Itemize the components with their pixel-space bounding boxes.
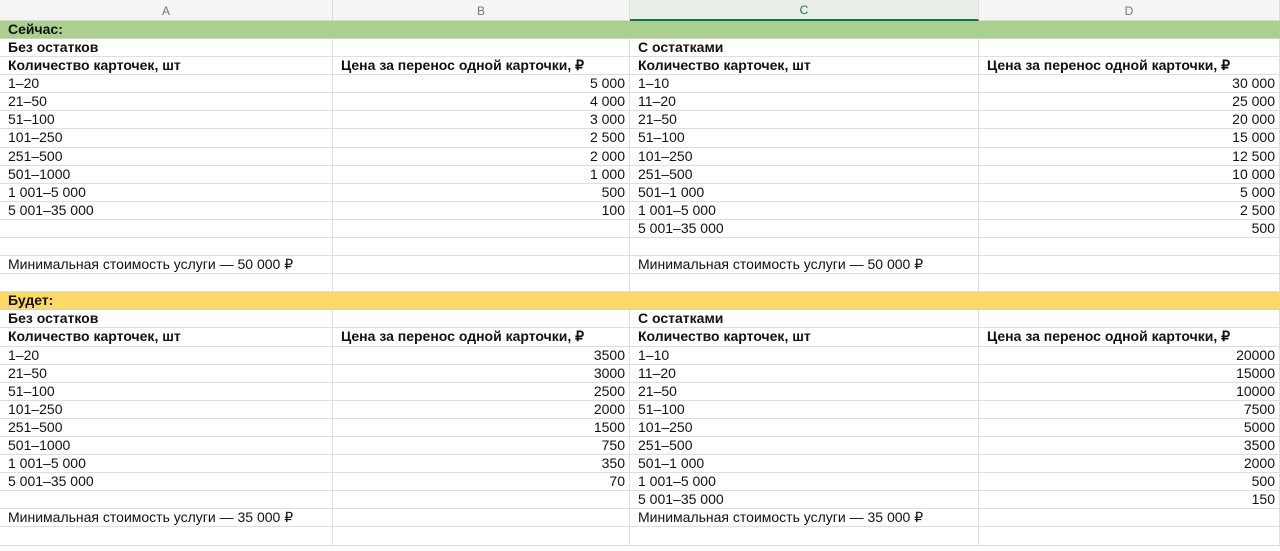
empty-cell[interactable]: [0, 527, 333, 544]
price-cell[interactable]: 7500: [979, 401, 1280, 418]
empty-cell[interactable]: [979, 527, 1280, 544]
price-cell[interactable]: [333, 491, 630, 508]
table-row: [0, 166, 1280, 184]
table-row: [0, 184, 1280, 202]
empty-cell[interactable]: [630, 238, 979, 255]
qty-cell[interactable]: 501–1000: [0, 166, 333, 183]
qty-cell[interactable]: 1 001–5 000: [630, 473, 979, 490]
column-header-d[interactable]: D: [979, 0, 1280, 21]
price-column-header[interactable]: Цена за перенос одной карточки, ₽: [979, 57, 1280, 74]
table-row: [0, 419, 1280, 437]
price-cell[interactable]: 15000: [979, 365, 1280, 382]
empty-cell[interactable]: [979, 310, 1280, 327]
qty-cell[interactable]: 21–50: [0, 365, 333, 382]
price-cell[interactable]: 25 000: [979, 93, 1280, 110]
price-cell[interactable]: 500: [333, 184, 630, 201]
qty-cell[interactable]: 51–100: [0, 383, 333, 400]
qty-cell[interactable]: [0, 220, 333, 237]
price-cell[interactable]: 70: [333, 473, 630, 490]
qty-cell[interactable]: 21–50: [630, 111, 979, 128]
qty-cell[interactable]: 251–500: [0, 419, 333, 436]
price-cell[interactable]: 2000: [333, 401, 630, 418]
qty-cell[interactable]: 101–250: [630, 148, 979, 165]
price-cell[interactable]: [333, 220, 630, 237]
empty-cell[interactable]: [630, 274, 979, 291]
qty-column-header[interactable]: Количество карточек, шт: [630, 57, 979, 74]
table-row: [0, 347, 1280, 365]
table-row: [0, 111, 1280, 129]
qty-cell[interactable]: 5 001–35 000: [0, 202, 333, 219]
empty-cell[interactable]: [333, 509, 630, 526]
price-cell[interactable]: 1 000: [333, 166, 630, 183]
qty-column-header[interactable]: Количество карточек, шт: [0, 328, 333, 345]
empty-cell[interactable]: [979, 274, 1280, 291]
qty-cell[interactable]: 101–250: [0, 401, 333, 418]
qty-cell[interactable]: 1 001–5 000: [0, 455, 333, 472]
qty-cell[interactable]: 101–250: [630, 419, 979, 436]
price-cell[interactable]: 3000: [333, 365, 630, 382]
price-cell[interactable]: 100: [333, 202, 630, 219]
table-title-row: [0, 39, 1280, 57]
now-section-banner[interactable]: Сейчас:: [0, 21, 1280, 39]
table-row: [0, 491, 1280, 509]
qty-cell[interactable]: 1 001–5 000: [630, 202, 979, 219]
price-cell[interactable]: 750: [333, 437, 630, 454]
price-cell[interactable]: 5 000: [333, 75, 630, 92]
qty-cell[interactable]: 501–1 000: [630, 455, 979, 472]
min-cost-row: [0, 509, 1280, 527]
price-column-header[interactable]: Цена за перенос одной карточки, ₽: [979, 328, 1280, 345]
price-cell[interactable]: 3 000: [333, 111, 630, 128]
price-cell[interactable]: 150: [979, 491, 1280, 508]
table-row: [0, 93, 1280, 111]
table-row: [0, 437, 1280, 455]
price-cell[interactable]: 3500: [333, 347, 630, 364]
empty-cell[interactable]: [0, 238, 333, 255]
empty-cell[interactable]: [979, 238, 1280, 255]
qty-cell[interactable]: 5 001–35 000: [0, 473, 333, 490]
empty-cell[interactable]: [333, 310, 630, 327]
qty-cell[interactable]: 51–100: [630, 129, 979, 146]
price-cell[interactable]: 30 000: [979, 75, 1280, 92]
price-cell[interactable]: 4 000: [333, 93, 630, 110]
column-header-b[interactable]: B: [333, 0, 630, 21]
price-cell[interactable]: 1500: [333, 419, 630, 436]
table-row: [0, 383, 1280, 401]
price-cell[interactable]: 10000: [979, 383, 1280, 400]
table-title-row: [0, 310, 1280, 328]
left-table-title[interactable]: Без остатков: [0, 310, 333, 327]
grid-body: [0, 21, 1280, 546]
qty-cell[interactable]: 11–20: [630, 93, 979, 110]
empty-cell[interactable]: [979, 256, 1280, 273]
price-cell[interactable]: 2 500: [333, 129, 630, 146]
qty-cell[interactable]: 251–500: [630, 437, 979, 454]
price-column-header[interactable]: Цена за перенос одной карточки, ₽: [333, 57, 630, 74]
qty-cell[interactable]: 5 001–35 000: [630, 491, 979, 508]
price-cell[interactable]: 20 000: [979, 111, 1280, 128]
right-table-title[interactable]: С остатками: [630, 39, 979, 56]
qty-cell[interactable]: 1–20: [0, 347, 333, 364]
price-cell[interactable]: 2000: [979, 455, 1280, 472]
price-cell[interactable]: 10 000: [979, 166, 1280, 183]
column-header-row: [0, 0, 1280, 21]
table-row: [0, 129, 1280, 147]
qty-cell[interactable]: 251–500: [630, 166, 979, 183]
price-cell[interactable]: 20000: [979, 347, 1280, 364]
empty-cell[interactable]: [333, 39, 630, 56]
qty-cell[interactable]: 101–250: [0, 129, 333, 146]
min-cost-left[interactable]: Минимальная стоимость услуги — 50 000 ₽: [0, 256, 333, 273]
qty-cell[interactable]: 11–20: [630, 365, 979, 382]
empty-row: [0, 527, 1280, 545]
price-cell[interactable]: 3500: [979, 437, 1280, 454]
empty-cell[interactable]: [333, 256, 630, 273]
empty-row: [0, 238, 1280, 256]
price-cell[interactable]: 5000: [979, 419, 1280, 436]
left-table-title[interactable]: Без остатков: [0, 39, 333, 56]
table-row: [0, 455, 1280, 473]
qty-cell[interactable]: 251–500: [0, 148, 333, 165]
qty-column-header[interactable]: Количество карточек, шт: [630, 328, 979, 345]
table-header-row: [0, 328, 1280, 346]
qty-cell[interactable]: [0, 491, 333, 508]
empty-cell[interactable]: [0, 274, 333, 291]
price-cell[interactable]: 12 500: [979, 148, 1280, 165]
table-row: [0, 401, 1280, 419]
price-cell[interactable]: 2 000: [333, 148, 630, 165]
qty-cell[interactable]: 1–20: [0, 75, 333, 92]
empty-row: [0, 274, 1280, 292]
min-cost-left[interactable]: Минимальная стоимость услуги — 35 000 ₽: [0, 509, 333, 526]
empty-cell[interactable]: [979, 509, 1280, 526]
price-cell[interactable]: 500: [979, 473, 1280, 490]
qty-cell[interactable]: 21–50: [0, 93, 333, 110]
table-row: [0, 473, 1280, 491]
empty-cell[interactable]: [333, 238, 630, 255]
qty-cell[interactable]: 1–10: [630, 347, 979, 364]
price-column-header[interactable]: Цена за перенос одной карточки, ₽: [333, 328, 630, 345]
column-header-c[interactable]: C: [630, 0, 979, 21]
empty-cell[interactable]: [979, 39, 1280, 56]
empty-cell[interactable]: [630, 527, 979, 544]
qty-cell[interactable]: 501–1 000: [630, 184, 979, 201]
price-cell[interactable]: 15 000: [979, 129, 1280, 146]
price-cell[interactable]: 5 000: [979, 184, 1280, 201]
empty-cell[interactable]: [333, 527, 630, 544]
price-cell[interactable]: 2500: [333, 383, 630, 400]
table-row: [0, 365, 1280, 383]
min-cost-right[interactable]: Минимальная стоимость услуги — 35 000 ₽: [630, 509, 979, 526]
price-cell[interactable]: 350: [333, 455, 630, 472]
qty-cell[interactable]: 1 001–5 000: [0, 184, 333, 201]
qty-column-header[interactable]: Количество карточек, шт: [0, 57, 333, 74]
qty-cell[interactable]: 51–100: [0, 111, 333, 128]
min-cost-right[interactable]: Минимальная стоимость услуги — 50 000 ₽: [630, 256, 979, 273]
table-row: [0, 202, 1280, 220]
qty-cell[interactable]: 5 001–35 000: [630, 220, 979, 237]
column-header-a[interactable]: A: [0, 0, 333, 21]
right-table-title[interactable]: С остатками: [630, 310, 979, 327]
price-cell[interactable]: 500: [979, 220, 1280, 237]
table-row: [0, 220, 1280, 238]
qty-cell[interactable]: 501–1000: [0, 437, 333, 454]
table-row: [0, 75, 1280, 93]
qty-cell[interactable]: 51–100: [630, 401, 979, 418]
qty-cell[interactable]: 1–10: [630, 75, 979, 92]
future-section-banner[interactable]: Будет:: [0, 292, 1280, 310]
table-header-row: [0, 57, 1280, 75]
empty-cell[interactable]: [333, 274, 630, 291]
price-cell[interactable]: 2 500: [979, 202, 1280, 219]
table-row: [0, 148, 1280, 166]
qty-cell[interactable]: 21–50: [630, 383, 979, 400]
min-cost-row: [0, 256, 1280, 274]
